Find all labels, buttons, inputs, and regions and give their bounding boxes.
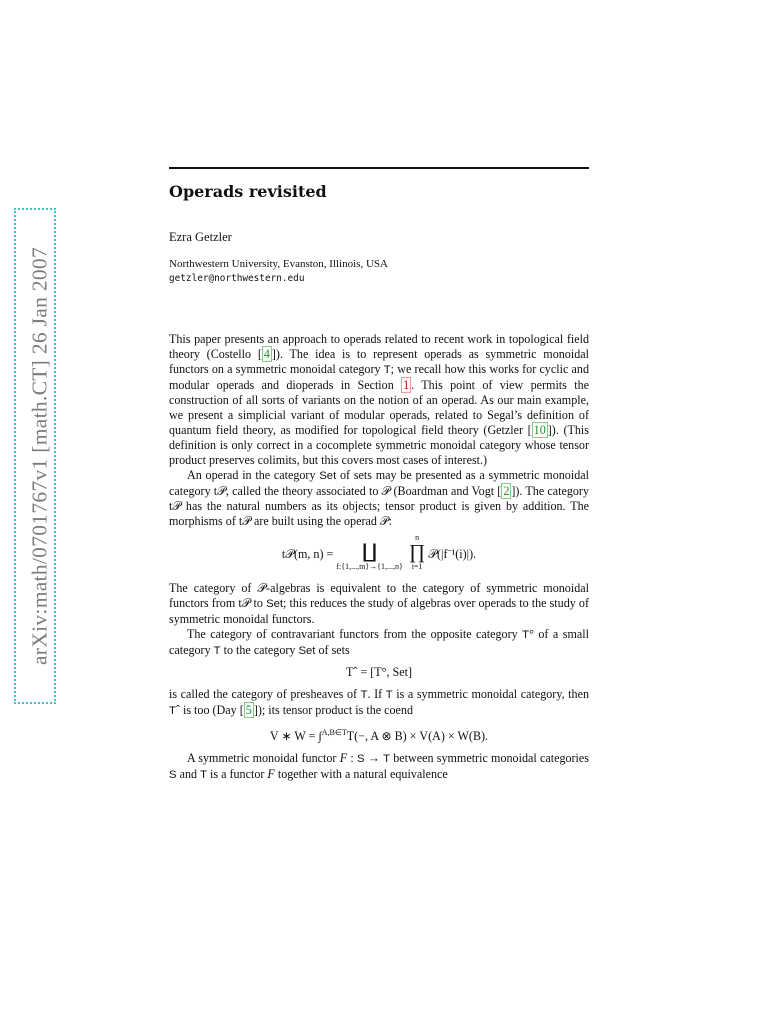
abstract-paragraph: This paper presents an approach to operads related to recent work in topological field theory (Costello [ 4 ]). The idea is to represent operads as symmetric monoidal functors on a symmetric monoidal category T; we recall how this works for cyclic and modular operads and dioperads in Section 1 . This point of view permits the construction of all sorts of variants on the notion of an operad. As our main example, we present a simplicial variant of modular operads, related to Segal’s definition of quantum field theory, as modified for topological field theory (Getzler [ 10 ]). (This definition is only correct in a cocomplete symmetric monoidal category whose tensor product preserves colimits, but this covers most cases of interest.) — [169, 332, 589, 467]
product-lower: i=1 — [411, 562, 423, 571]
coend-rhs: T(−, A ⊗ B) × V(A) × W(B). — [346, 729, 489, 743]
product-upper: n — [415, 533, 420, 542]
body-paragraph: A symmetric monoidal functor F : S → T between symmetric monoidal categories S and T is a functor F together with a natural equivalence — [169, 751, 589, 781]
display-equation-presheaf: Tˆ = [T°, Set] — [345, 665, 413, 679]
body-paragraph: The category of 𝒫-algebras is equivalent to the category of symmetric monoidal functors from t𝒫 to Set; this reduces the study of algebras over operads to the study of symmetric monoidal functors. — [169, 581, 589, 626]
citation-link[interactable]: 5 — [245, 703, 252, 717]
section-link[interactable]: 1 — [403, 378, 410, 392]
author-affiliation: Northwestern University, Evanston, Illinois, USA — [169, 258, 388, 270]
title-rule — [169, 167, 589, 169]
citation-link[interactable]: 10 — [533, 423, 546, 437]
body-paragraph: An operad in the category Set of sets may be presented as a symmetric monoidal category t𝒫, called the theory associated to 𝒫 (Boardman and Vogt [ 2 ]). The category t𝒫 has the natural numbers as its objects; tensor product is given by addition. The morphisms of t𝒫 are built using the operad 𝒫: — [169, 468, 589, 528]
coproduct-index: f:{1,...,m}→{1,...,n} — [336, 562, 403, 571]
paper-title: Operads revisited — [169, 182, 327, 201]
citation-link[interactable]: 2 — [503, 484, 510, 498]
citation-link[interactable]: 4 — [263, 347, 270, 361]
arxiv-identifier: arXiv:math/0701767v1 [math.CT] 26 Jan 2007 — [27, 246, 52, 666]
display-equation-theory — [169, 533, 589, 575]
coend-lhs: V ∗ W = ∫ — [269, 729, 322, 743]
product-symbol: ∏ — [408, 541, 426, 563]
paper-body — [169, 332, 589, 783]
display-equation-coend — [169, 725, 589, 744]
coproduct-operator — [336, 533, 402, 572]
equation-rhs: 𝒫(|f⁻¹(i)|). — [428, 547, 477, 561]
coproduct-symbol: ∐ — [362, 541, 378, 563]
coend-upper: A,B∈T — [321, 728, 347, 737]
author-email: getzler@northwestern.edu — [169, 273, 305, 284]
body-paragraph: is called the category of presheaves of T. If T is a symmetric monoidal category, then Tˆ is too (Day [ 5 ]); its tensor product is the coend — [169, 687, 590, 717]
body-paragraph: The category of contravariant functors from the opposite category T° of a small category T to the category Set of sets — [169, 627, 589, 657]
author-name: Ezra Getzler — [169, 230, 232, 244]
equation-lhs: t𝒫(m, n) = — [281, 547, 334, 561]
product-operator — [409, 533, 425, 572]
